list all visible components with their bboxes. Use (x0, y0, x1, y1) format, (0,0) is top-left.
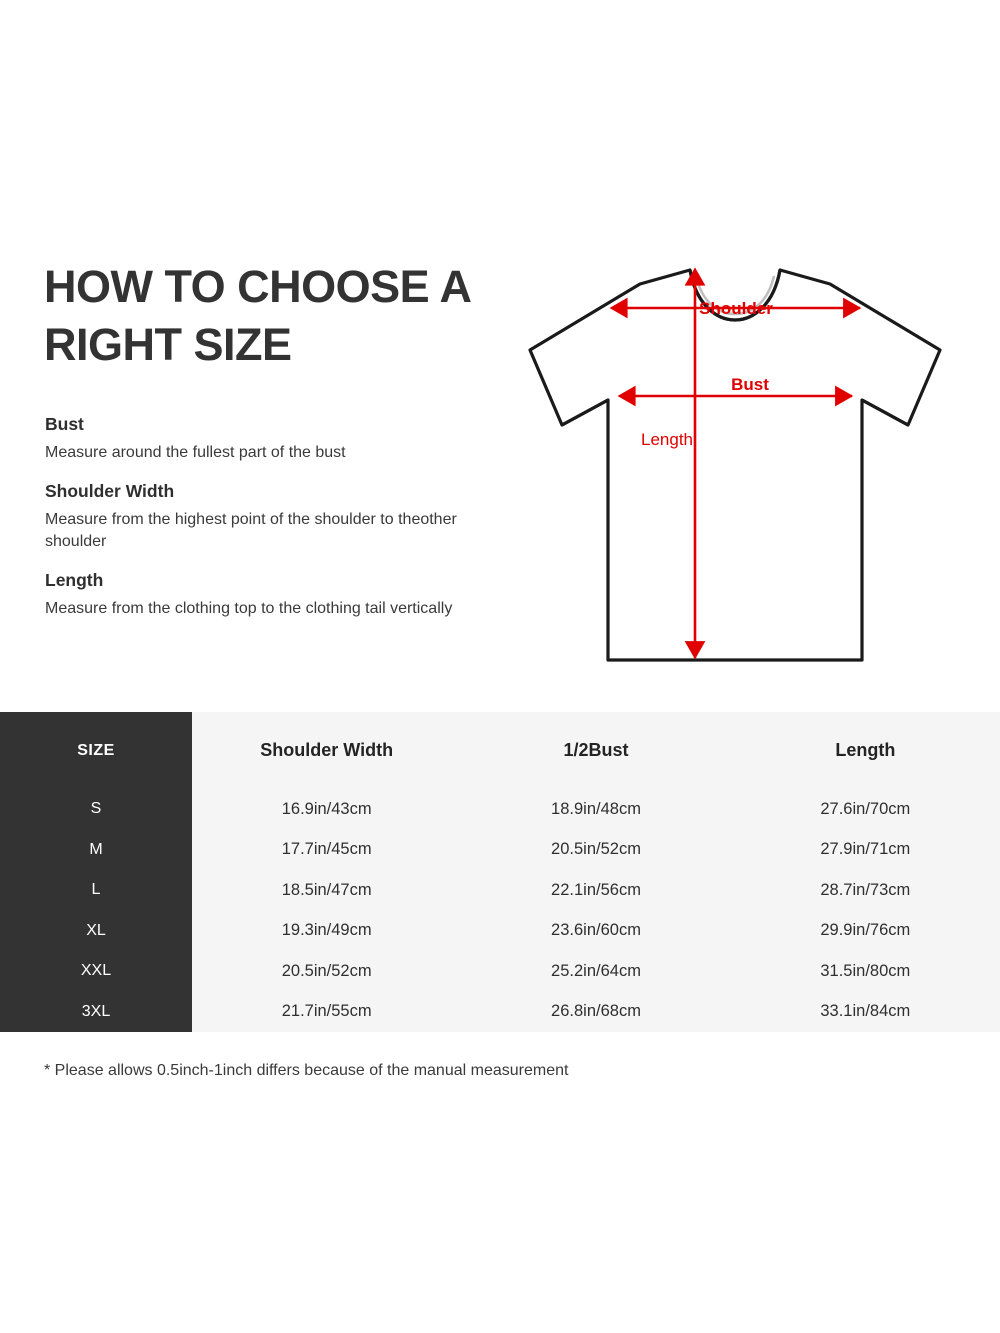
table-row: S (90, 800, 102, 818)
column-header-label: 1/2Bust (563, 740, 629, 760)
definition-description: Measure from the highest point of the shoulder to theother shoulder (45, 511, 457, 551)
cell-shoulder: 16.9in/43cm (281, 799, 372, 818)
cell-shoulder: 21.7in/55cm (281, 1002, 372, 1021)
definition-description: Measure around the fullest part of the bust (45, 444, 346, 461)
definition-shoulder-width (45, 481, 515, 553)
cell-bust: 18.9in/48cm (551, 799, 641, 818)
column-header-label: SIZE (77, 741, 115, 759)
cell-bust: 23.6in/60cm (551, 921, 641, 940)
column-header-label: Shoulder Width (260, 740, 394, 760)
table-row: L (91, 881, 101, 899)
table-body (192, 789, 1000, 1032)
bust-label: Bust (731, 375, 769, 394)
measurement-disclaimer: * Please allows 0.5inch-1inch differs because of the manual measurement (44, 1062, 569, 1079)
table-row: XL (86, 921, 106, 939)
cell-shoulder: 20.5in/52cm (281, 961, 372, 980)
column-header-label: Length (835, 740, 896, 760)
cell-length: 28.7in/73cm (820, 880, 911, 899)
table-row: XXL (80, 962, 112, 980)
table-header-row (192, 712, 1000, 789)
cell-bust: 20.5in/52cm (551, 840, 641, 859)
definition-length (45, 570, 515, 620)
length-label: Length (641, 430, 693, 449)
cell-shoulder: 17.7in/45cm (281, 840, 372, 859)
cell-shoulder: 19.3in/49cm (281, 921, 372, 940)
cell-shoulder: 18.5in/47cm (281, 880, 372, 899)
shoulder-label: Shoulder (699, 299, 773, 318)
size-column-header (0, 712, 192, 789)
measurements-columns (192, 712, 1000, 1032)
definition-term: Length (45, 570, 104, 591)
cell-bust: 26.8in/68cm (551, 1002, 641, 1021)
tshirt-diagram (500, 240, 970, 690)
cell-length: 27.6in/70cm (820, 799, 911, 818)
tshirt-outline (530, 270, 940, 660)
size-column (0, 712, 192, 1032)
definition-description: Measure from the clothing top to the clothing tail vertically (45, 600, 453, 618)
size-chart-table (0, 712, 1000, 1032)
page-title: HOW TO CHOOSE A RIGHT SIZE (44, 261, 470, 370)
cell-bust: 25.2in/64cm (551, 961, 641, 980)
cell-length: 33.1in/84cm (820, 1002, 911, 1021)
definition-term: Shoulder Width (45, 481, 175, 502)
definition-term: Bust (45, 414, 84, 434)
cell-bust: 22.1in/56cm (551, 880, 641, 899)
table-row: 3XL (81, 1002, 111, 1020)
cell-length: 31.5in/80cm (820, 961, 911, 980)
table-row: M (89, 840, 103, 858)
measurement-definitions (45, 414, 515, 637)
cell-length: 27.9in/71cm (820, 840, 911, 859)
definition-bust (45, 414, 515, 464)
cell-length: 29.9in/76cm (820, 921, 911, 940)
